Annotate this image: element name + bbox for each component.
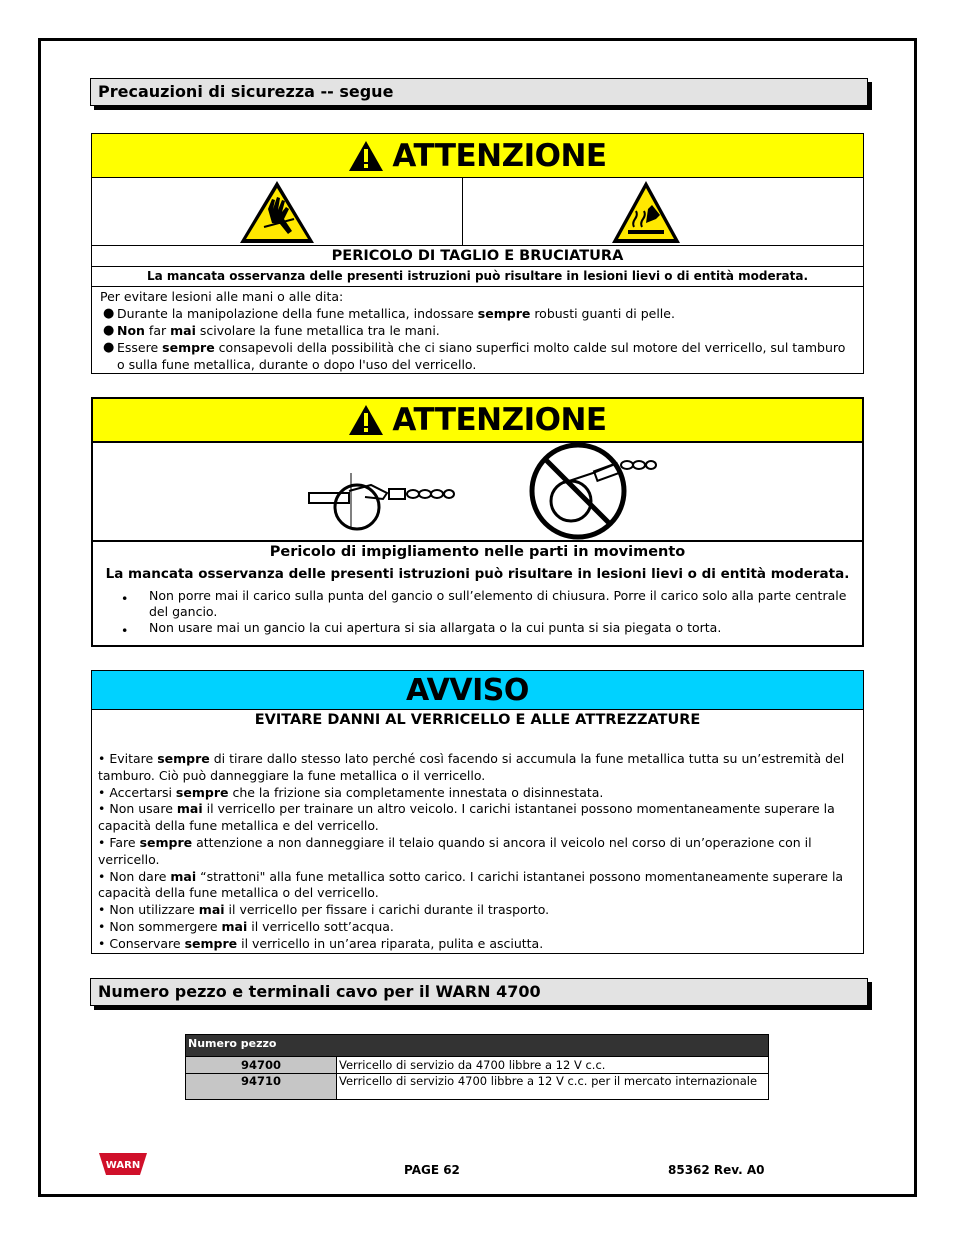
warning-triangle-icon	[348, 140, 384, 172]
part-description-cell: Verricello di servizio da 4700 libbre a 12 V c.c.	[337, 1057, 769, 1074]
list-item: • Non utilizzare mai il verricello per fissare i carichi durante il trasporto.	[98, 902, 550, 918]
list-item: • Non dare mai “strattoni" alla fune metallica sotto carico. I carichi istantanei possono momentaneamente superare la capacità della fune metallica o del verricello.	[98, 868, 844, 901]
notice-list	[92, 730, 863, 953]
warning-box-entanglement	[91, 397, 864, 647]
notice-title: AVVISO	[406, 672, 529, 708]
notice-subtitle: EVITARE DANNI AL VERRICELLO E ALLE ATTREZZATURE	[254, 712, 701, 728]
table-row	[186, 1057, 769, 1074]
burn-hazard-cell	[463, 178, 863, 245]
parts-table	[185, 1034, 769, 1100]
hazard-subtitle: La mancata osservanza delle presenti istruzioni può risultare in lesioni lievi o di entità moderata.	[105, 566, 850, 582]
list-item: • Accertarsi sempre che la frizione sia completamente innestata o disinnestata.	[98, 784, 604, 800]
hazard-instructions	[93, 588, 862, 636]
warning-triangle-icon	[348, 404, 384, 436]
part-description-cell: Verricello di servizio 4700 libbre a 12 V c.c. per il mercato internazionale	[337, 1074, 769, 1100]
list-item: • Evitare sempre di tirare dallo stesso lato perché così facendo si accumula la fune metallica tutta su un’estremità del tamburo. Ciò può danneggiare la fune metallica o il verricello.	[98, 751, 845, 783]
warn-logo-icon	[98, 1152, 148, 1176]
list-item: • Non usare mai un gancio la cui apertura si sia allargata o la cui punta si sia piegata o torta.	[121, 620, 722, 638]
list-item: • Non usare mai il verricello per trainare un altro veicolo. I carichi istantanei possono momentaneamente superare la capacità della fune metallica e del verricello.	[98, 801, 835, 834]
notice-box	[91, 670, 864, 954]
hazard-title: Pericolo di impigliamento nelle parti in movimento	[269, 544, 686, 560]
hook-illustration-row	[93, 443, 862, 542]
table-header-row	[186, 1035, 769, 1057]
cut-hazard-cell	[92, 178, 463, 245]
warn-logo	[98, 1152, 148, 1180]
section-heading-part-numbers: Numero pezzo e terminali cavo per il WARN 4700	[90, 978, 868, 1006]
notice-header	[92, 671, 863, 710]
incorrect-hook-icon	[523, 443, 659, 540]
hazard-title: PERICOLO DI TAGLIO E BRUCIATURA	[92, 246, 863, 267]
hazard-icons-row	[92, 178, 863, 246]
warning-box-cut-burn	[91, 133, 864, 374]
list-item: ● Non far mai scivolare la fune metallica tra le mani.	[103, 323, 440, 338]
hand-cut-hazard-icon	[238, 179, 316, 245]
list-item: • Conservare sempre il verricello in un’area riparata, pulita e asciutta.	[98, 935, 544, 951]
list-item: • Fare sempre attenzione a non danneggiare il telaio quando si ancora il veicolo nel corso di un’operazione con il verricello.	[98, 834, 812, 867]
list-item: ● Essere sempre consapevoli della possibilità che ci siano superfici molto calde sul motore del verricello, sul tamburo o sulla fune metallica, durante o dopo l'uso del verricello.	[103, 340, 846, 372]
page-number: PAGE 62	[404, 1163, 460, 1177]
list-item: • Non porre mai il carico sulla punta del gancio o sull’elemento di chiusura. Porre il carico solo alla parte centrale del gancio.	[121, 588, 847, 619]
hazard-subtitle: La mancata osservanza delle presenti istruzioni può risultare in lesioni lievi o di entità moderata.	[92, 267, 863, 287]
table-row	[186, 1074, 769, 1100]
warning-header	[92, 134, 863, 178]
part-number-cell: 94710	[186, 1074, 337, 1100]
section-heading-safety: Precauzioni di sicurezza -- segue	[90, 78, 868, 106]
warning-title: ATTENZIONE	[392, 137, 607, 174]
hot-surface-hazard-icon	[610, 179, 682, 245]
document-revision: 85362 Rev. A0	[668, 1163, 765, 1177]
svg-text:WARN: WARN	[105, 1160, 141, 1171]
part-number-cell: 94700	[186, 1057, 337, 1074]
instructions-intro: Per evitare lesioni alle mani o alle dita:	[100, 289, 344, 304]
warning-header	[93, 399, 862, 443]
hazard-instructions	[92, 287, 863, 373]
warning-title: ATTENZIONE	[392, 402, 607, 438]
list-item: ● Durante la manipolazione della fune metallica, indossare sempre robusti guanti di pelle.	[103, 306, 675, 321]
correct-hook-icon	[305, 463, 455, 535]
list-item: • Non sommergere mai il verricello sott’acqua.	[98, 918, 394, 934]
table-header: Numero pezzo	[186, 1035, 769, 1057]
